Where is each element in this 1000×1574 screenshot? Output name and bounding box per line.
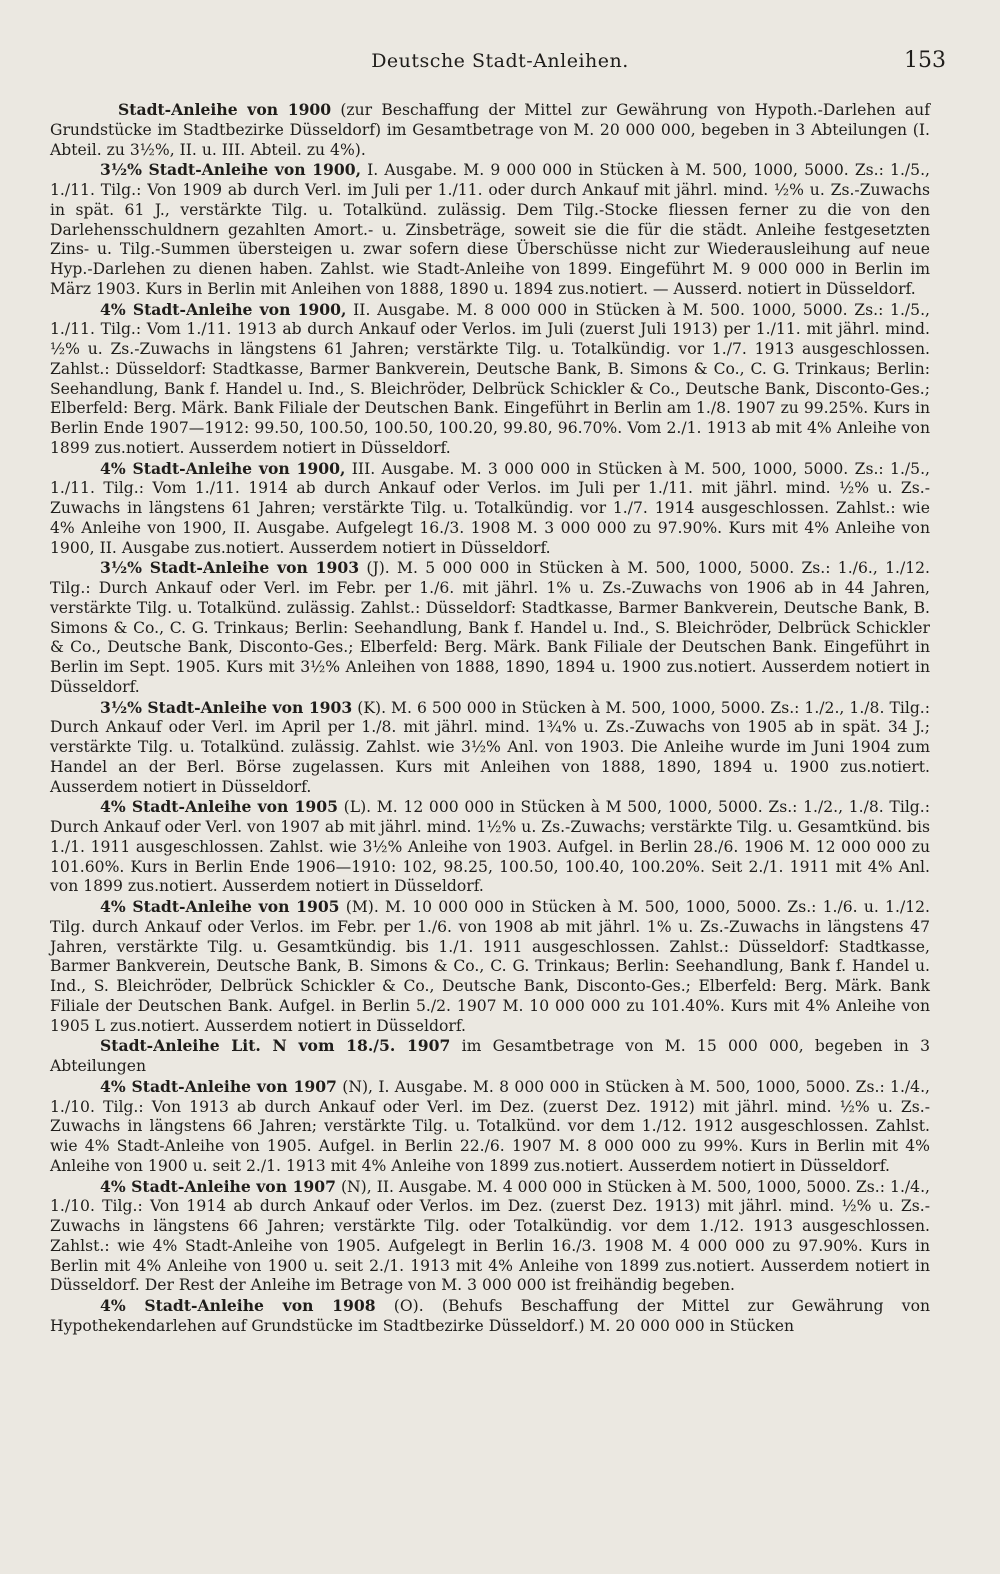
entry-3-5-1903-k (50, 698, 930, 798)
entry-text: III. Ausgabe. M. 3 000 000 in Stücken à M. 500, 1000, 5000. Zs.: 1./5., 1./11. Tilg.: Vom 1./11. 1914 ab durch Ankauf oder Verlos. im Juli per 1./11. mit jährl. mind. ½% u. Zs.-Zuwachs in längstens 61 Jahren; verstärkte Tilg. u. Totalkündig. vor 1./7. 1914 ausgeschlossen. Zahlst.: wie 4% Anleihe von 1900, II. Ausgabe. Aufgelegt 16./3. 1908 M. 3 000 000 zu 97.90%. Kurs mit 4% Anleihe von 1900, II. Ausgabe zus.notiert. Ausserdem notiert in Düsseldorf. (50, 459, 930, 557)
running-title: Deutsche Stadt-Anleihen. (371, 50, 629, 72)
page-header (0, 46, 1000, 86)
entry-heading: 4% Stadt-Anleihe von 1900, (100, 458, 346, 478)
entry-text: (zur Beschaffung der Mittel zur Gewährung von Hypoth.-Darlehen auf Grundstücke im Stadtbezirke Düsseldorf) im Gesamtbetrage von M. 20 000 000, begeben in 3 Abteilungen (I. Abteil. zu 3½%, II. u. III. Abteil. zu 4%). (50, 101, 930, 159)
entry-heading: 4% Stadt-Anleihe von 1905 (100, 897, 340, 916)
entry-text: (L). M. 12 000 000 in Stücken à M 500, 1000, 5000. Zs.: 1./2., 1./8. Tilg.: Durch Ankauf oder Verl. von 1907 ab mit jährl. mind. 1½% u. Zs.-Zuwachs; verstärkte Tilg. u. Gesamtkünd. bis 1./1. 1911 ausgeschlossen. Zahlst. wie 3½% Anleihe von 1903. Aufgel. in Berlin 28./6. 1906 M. 12 000 000 zu 101.60%. Kurs in Berlin Ende 1906—1910: 102, 98.25, 100.50, 100.40, 100.20%. Seit 2./1. 1911 mit 4% Anl. von 1899 zus.notiert. Ausserdem notiert in Düsseldorf. (50, 798, 931, 896)
entry-4-1900-ii (50, 300, 930, 459)
entry-4-1907-n-i (50, 1077, 930, 1177)
entry-heading: 4% Stadt-Anleihe von 1905 (100, 797, 338, 817)
entry-heading: 4% Stadt-Anleihe von 1907 (100, 1076, 337, 1096)
entry-heading: 3½% Stadt-Anleihe von 1903 (100, 697, 353, 717)
entry-heading: 3½% Stadt-Anleihe von 1903 (100, 558, 360, 578)
page-body (50, 100, 930, 1337)
entry-heading: 4% Stadt-Anleihe von 1900, (100, 299, 347, 319)
entry-text: I. Ausgabe. M. 9 000 000 in Stücken à M. 500, 1000, 5000. Zs.: 1./5., 1./11. Tilg.: Von 1909 ab durch Verl. im Juli per 1./11. oder durch Ankauf mit jährl. mind. ½% u. Zs.-Zuwachs in spät. 61 J., verstärkte Tilg. u. Totalkünd. zulässig. Dem Tilg.-Stocke fliessen ferner zu die von den Darlehensschuldnern gezahlten Amort.- u. Zinsbeträge, soweit sie die für die städt. Anleihe festgesetzten Zins- u. Tilg.-Summen übersteigen u. zwar sofern diese Überschüsse nicht zur Wiederausleihung auf neue Hyp.-Darlehen zu dienen haben. Zahlst. wie Stadt-Anleihe von 1899. Eingeführt M. 9 000 000 in Berlin im März 1903. Kurs in Berlin mit Anleihen von 1888, 1890 u. 1894 zus.notiert. — Ausserd. notiert in Düsseldorf. (50, 161, 930, 298)
entry-text: (J). M. 5 000 000 in Stücken à M. 500, 1000, 5000. Zs.: 1./6., 1./12. Tilg.: Durch Ankauf oder Verl. im Febr. per 1./6. mit jährl. 1% u. Zs.-Zuwachs von 1906 ab in 44 Jahren, verstärkte Tilg. u. Totalkünd. zulässig. Zahlst.: Düsseldorf: Stadtkasse, Barmer Bankverein, Deutsche Bank, B. Simons & Co., C. G. Trinkaus; Berlin: Seehandlung, Bank f. Handel u. Ind., S. Bleichröder, Delbrück Schickler & Co., Deutsche Bank, Disconto-Ges.; Elberfeld: Berg. Märk. Bank Filiale der Deutschen Bank. Eingeführt in Berlin im Sept. 1905. Kurs mit 3½% Anleihen von 1888, 1890, 1894 u. 1900 zus.notiert. Ausserdem notiert in Düsseldorf. (50, 559, 931, 696)
entry-4-1907-n-ii (50, 1177, 930, 1297)
entry-text: II. Ausgabe. M. 8 000 000 in Stücken à M. 500. 1000, 5000. Zs.: 1./5., 1./11. Tilg.: Vom 1./11. 1913 ab durch Ankauf oder Verlos. im Juli (zuerst Juli 1913) per 1./11. mit jährl. mind. ½% u. Zs.-Zuwachs in längstens 61 Jahren; verstärkte Tilg. u. Totalkündig. vor 1./7. 1913 ausgeschlossen. Zahlst.: Düsseldorf: Stadtkasse, Barmer Bankverein, Deutsche Bank, B. Simons & Co., C. G. Trinkaus; Berlin: Seehandlung, Bank f. Handel u. Ind., S. Bleichröder, Delbrück Schickler & Co., Deutsche Bank, Disconto-Ges.; Elberfeld: Berg. Märk. Bank Filiale der Deutschen Bank. Eingeführt in Berlin am 1./8. 1907 zu 99.25%. Kurs in Berlin Ende 1907—1912: 99.50, 100.50, 100.50, 100.20, 99.80, 96.70%. Vom 2./1. 1913 ab mit 4% Anleihe von 1899 zus.notiert. Ausserdem notiert in Düsseldorf. (50, 300, 930, 457)
entry-4-1908-o (50, 1296, 930, 1337)
entry-heading: Stadt-Anleihe von 1900 (118, 100, 332, 119)
entry-text: (O). (Behufs Beschaffung der Mittel zur Gewährung von Hypothekendarlehen auf Grundstücke im Stadtbezirke Düsseldorf.) M. 20 000 000 in Stücken (50, 1297, 930, 1335)
entry-text: (M). M. 10 000 000 in Stücken à M. 500, 1000, 5000. Zs.: 1./6. u. 1./12. Tilg. durch Ankauf oder Verlos. im Febr. per 1./6. von 1908 ab mit jährl. 1% u. Zs.-Zuwachs in längstens 47 Jahren, verstärkte Tilg. u. Gesamtkündig. bis 1./1. 1911 ausgeschlossen. Zahlst.: Düsseldorf: Stadtkasse, Barmer Bankverein, Deutsche Bank, B. Simons & Co., C. G. Trinkaus; Berlin: Seehandlung, Bank f. Handel u. Ind., S. Bleichröder, Delbrück Schickler & Co., Deutsche Bank, Disconto-Ges.; Elberfeld: Berg. Märk. Bank Filiale der Deutschen Bank. Aufgel. in Berlin 5./2. 1907 M. 10 000 000 zu 101.40%. Kurs mit 4% Anleihe von 1905 L zus.notiert. Ausserdem notiert in Düsseldorf. (50, 898, 930, 1035)
entry-4-1900-iii (50, 459, 930, 559)
entry-text: (N), I. Ausgabe. M. 8 000 000 in Stücken à M. 500, 1000, 5000. Zs.: 1./4., 1./10. Tilg.: Von 1913 ab durch Ankauf oder Verl. im Dez. (zuerst Dez. 1912) mit jährl. mind. ½% u. Zs.-Zuwachs in längstens 66 Jahren; verstärkte Tilg. u. Totalkünd. vor dem 1./12. 1912 ausgeschlossen. Zahlst. wie 4% Stadt-Anleihe von 1905. Aufgel. in Berlin 22./6. 1907 M. 8 000 000 zu 99%. Kurs in Berlin mit 4% Anleihe von 1900 u. seit 2./1. 1913 mit 4% Anleihe von 1899 zus.notiert. Ausserdem notiert in Düsseldorf. (50, 1077, 930, 1175)
entry-text: (N), II. Ausgabe. M. 4 000 000 in Stücken à M. 500, 1000, 5000. Zs.: 1./4., 1./10. Tilg.: Von 1914 ab durch Ankauf oder Verlos. im Dez. (zuerst Dez. 1913) mit jährl. mind. ½% u. Zs.-Zuwachs in längstens 66 Jahren; verstärkte Tilg. oder Totalkündig. vor dem 1./12. 1913 ausgeschlossen. Zahlst.: wie 4% Stadt-Anleihe von 1905. Aufgelegt in Berlin 16./3. 1908 M. 4 000 000 zu 97.90%. Kurs in Berlin mit 4% Anleihe von 1900 u. seit 2./1. 1913 mit 4% Anleihe von 1899 zus.notiert. Ausserdem notiert in Düsseldorf. Der Rest der Anleihe im Betrage von M. 3 000 000 ist freihändig begeben. (50, 1177, 931, 1295)
entry-heading: Stadt-Anleihe Lit. N vom 18./5. 1907 (100, 1036, 451, 1056)
entry-4-1905-m (50, 897, 930, 1036)
entry-text: im Gesamtbetrage von M. 15 000 000, begeben in 3 Abteilungen (50, 1037, 931, 1075)
entry-3-5-1903-j (50, 558, 930, 697)
entry-4-1905-l (50, 797, 930, 897)
entry-3-5-1900-i (50, 160, 930, 299)
page-number: 153 (904, 48, 946, 73)
entry-text: (K). M. 6 500 000 in Stücken à M. 500, 1000, 5000. Zs.: 1./2., 1./8. Tilg.: Durch Ankauf oder Verl. im April per 1./8. mit jährl. mind. 1¾% u. Zs.-Zuwachs von 1905 ab in spät. 34 J.; verstärkte Tilg. u. Totalkünd. zulässig. Zahlst. wie 3½% Anl. von 1903. Die Anleihe wurde im Juni 1904 zum Handel an der Berl. Börse zugelassen. Kurs mit Anleihen von 1888, 1890, 1894 u. 1900 zus.notiert. Ausserdem notiert in Düsseldorf. (50, 698, 931, 796)
entry-heading: 4% Stadt-Anleihe von 1907 (100, 1176, 336, 1196)
entry-heading: 3½% Stadt-Anleihe von 1900, (100, 160, 361, 180)
entry-heading: 4% Stadt-Anleihe von 1908 (100, 1296, 376, 1315)
entry-lit-n-1907 (50, 1036, 930, 1077)
entry-stadt-anleihe-1900 (50, 100, 930, 160)
